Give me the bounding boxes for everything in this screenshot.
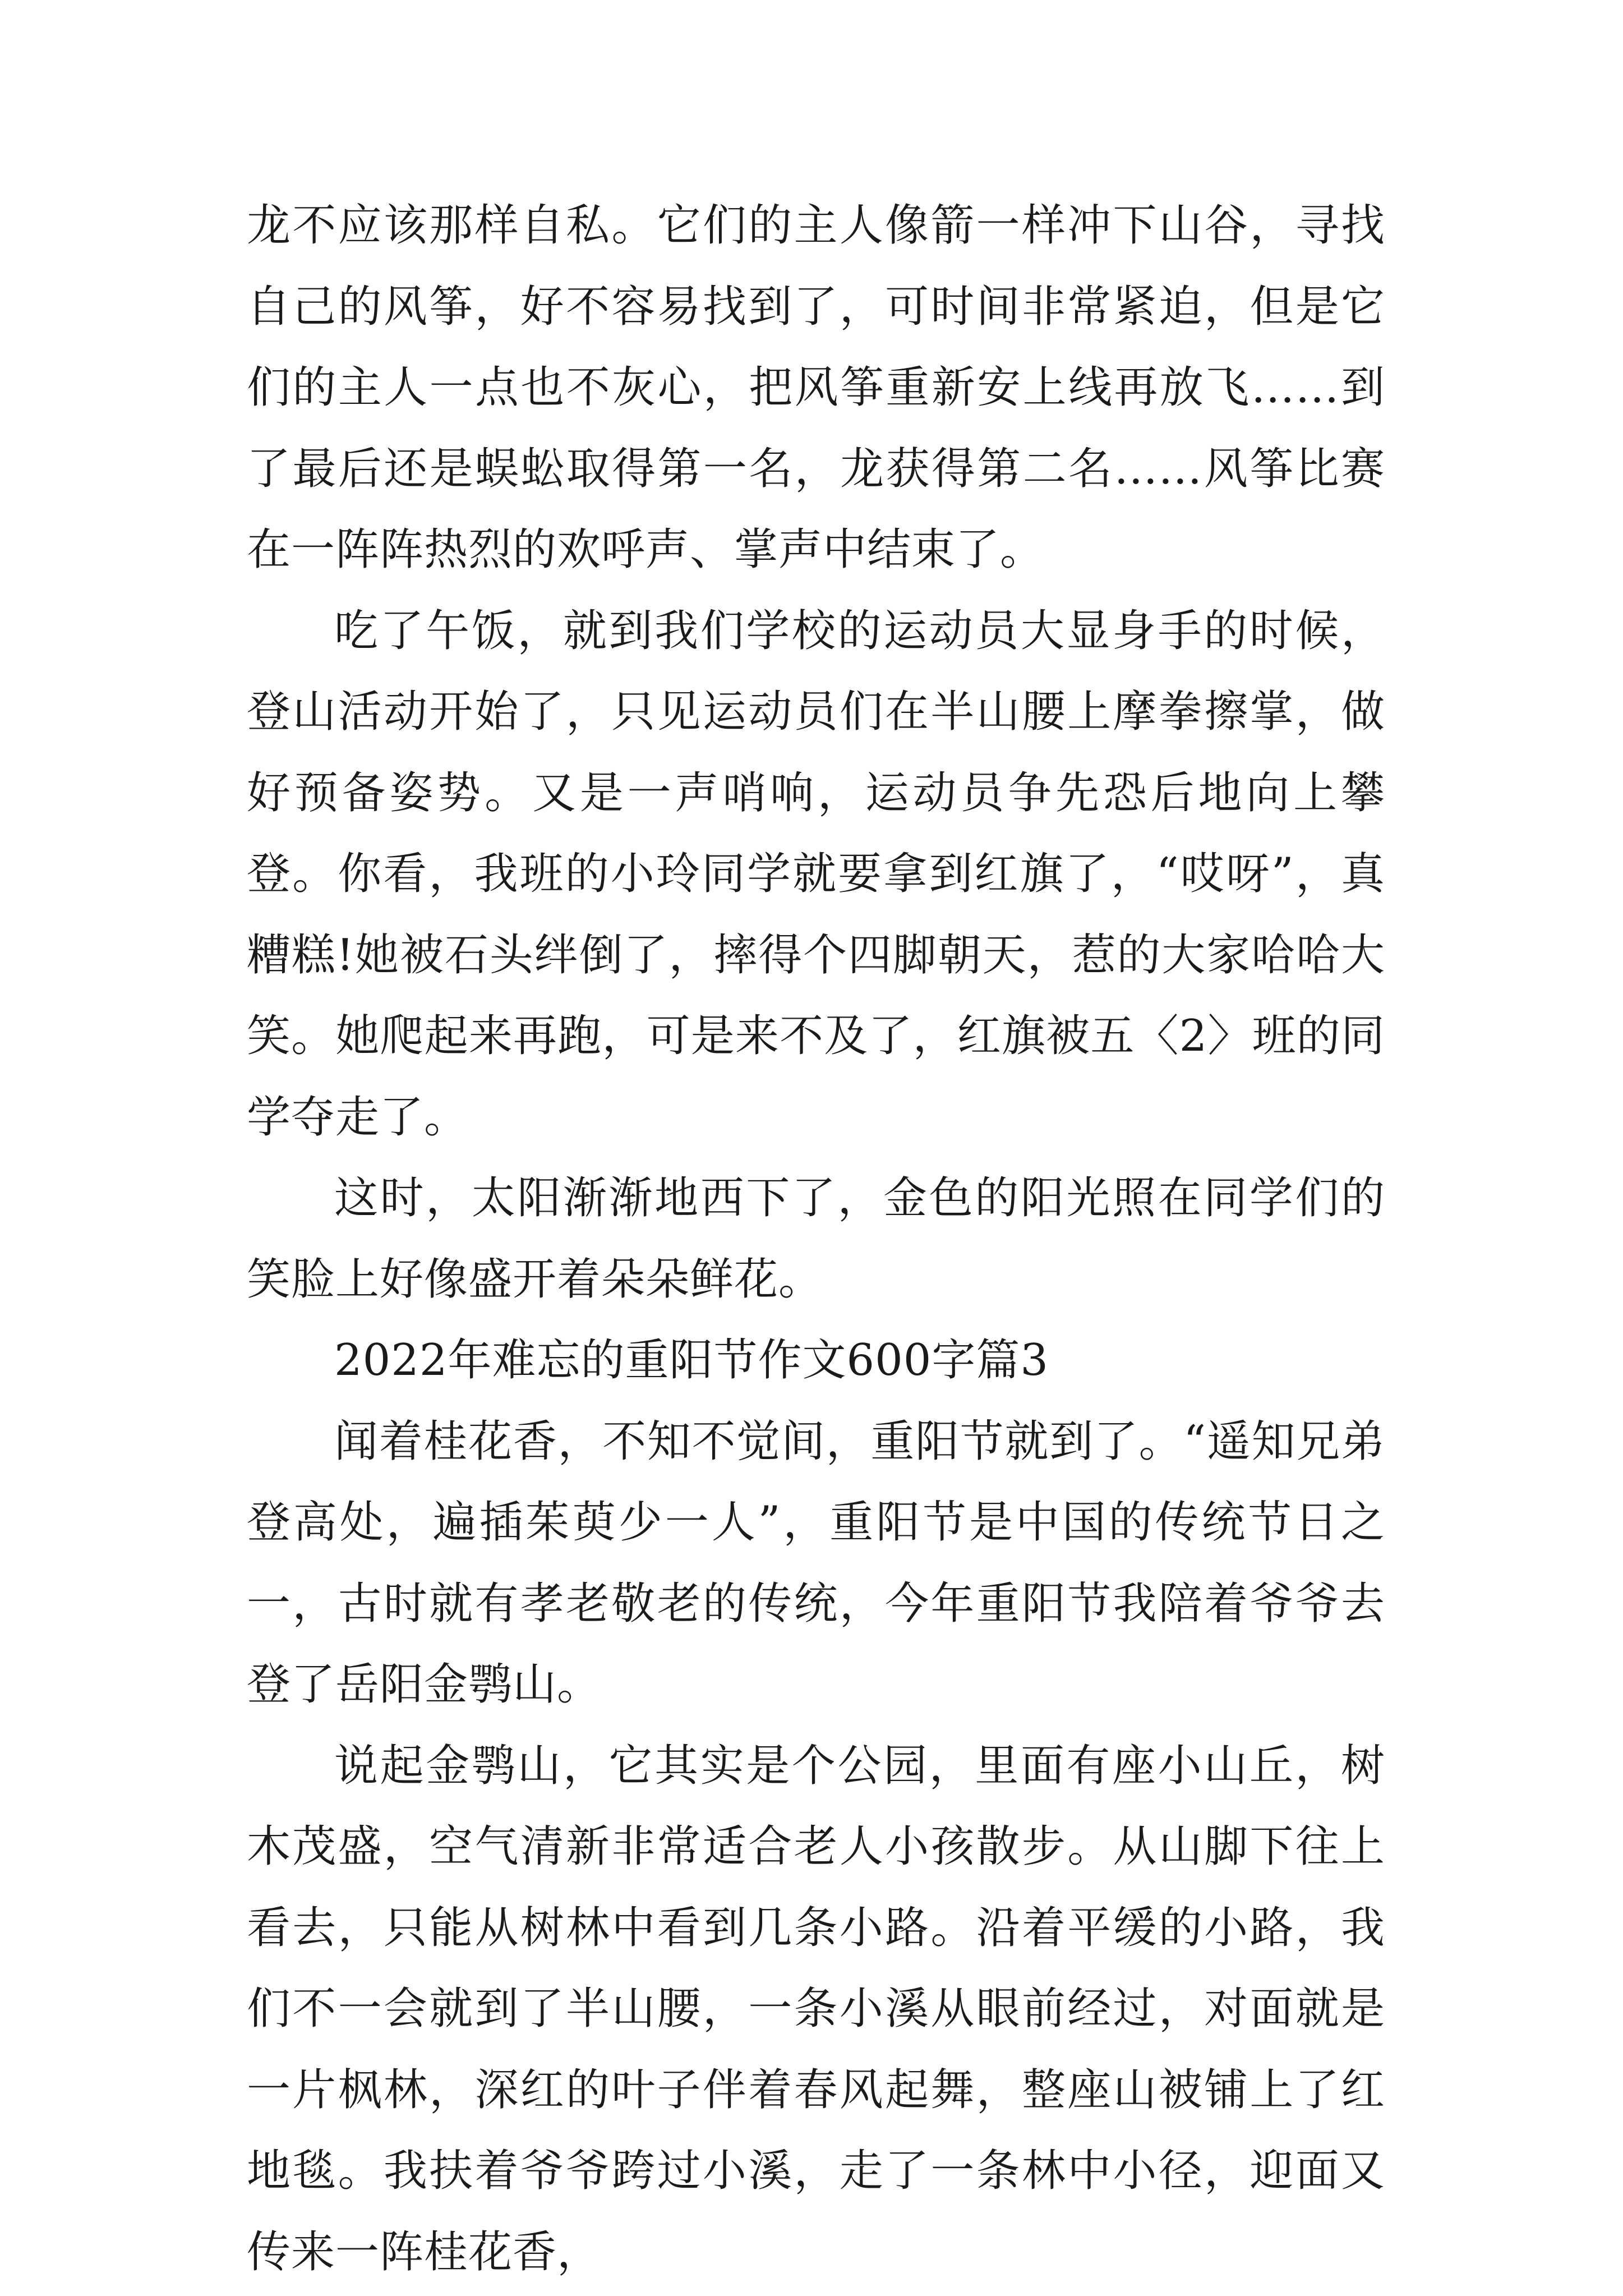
- paragraph-sunset: 这时，太阳渐渐地西下了，金色的阳光照在同学们的笑脸上好像盛开着朵朵鲜花。: [247, 1173, 1385, 1305]
- paragraph-osmanthus: 闻着桂花香，不知不觉间，重阳节就到了。“遥知兄弟登高处，遍插茱萸少一人”，重阳节是中国的传统节日之一，古时就有孝老敬老的传统，今年重阳节我陪着爷爷去登了岳阳金鹗山。: [247, 1416, 1385, 1710]
- paragraph-jine-mountain: 说起金鹗山，它其实是个公园，里面有座小山丘，树木茂盛，空气清新非常适合老人小孩散步。从山脚下往上看去，只能从树林中看到几条小路。沿着平缓的小路，我们不一会就到了半山腰，一条小溪从眼前经过，对面就是一片枫林，深红的叶子伴着春风起舞，整座山被铺上了红地毯。我扶着爷爷跨过小溪，走了一条林中小径，迎面又传来一阵桂花香，: [247, 1740, 1385, 2277]
- paragraph-continuation: 龙不应该那样自私。它们的主人像箭一样冲下山谷，寻找自己的风筝，好不容易找到了，可时间非常紧迫，但是它们的主人一点也不灰心，把风筝重新安上线再放飞……到了最后还是蜈蚣取得第一名，龙获得第二名……风筝比赛在一阵阵热烈的欢呼声、掌声中结束了。: [247, 200, 1385, 575]
- paragraph-mountain-climb: 吃了午饭，就到我们学校的运动员大显身手的时候，登山活动开始了，只见运动员们在半山腰上摩拳擦掌，做好预备姿势。又是一声哨响，运动员争先恐后地向上攀登。你看，我班的小玲同学就要拿到红旗了，“哎呀”，真糟糕!她被石头绊倒了，摔得个四脚朝天，惹的大家哈哈大笑。她爬起来再跑，可是来不及了，红旗被五〈2〉班的同学夺走了。: [247, 605, 1385, 1143]
- article-body: [247, 185, 1385, 2293]
- section-heading: 2022年难忘的重阳节作文600字篇3: [334, 1335, 1049, 1386]
